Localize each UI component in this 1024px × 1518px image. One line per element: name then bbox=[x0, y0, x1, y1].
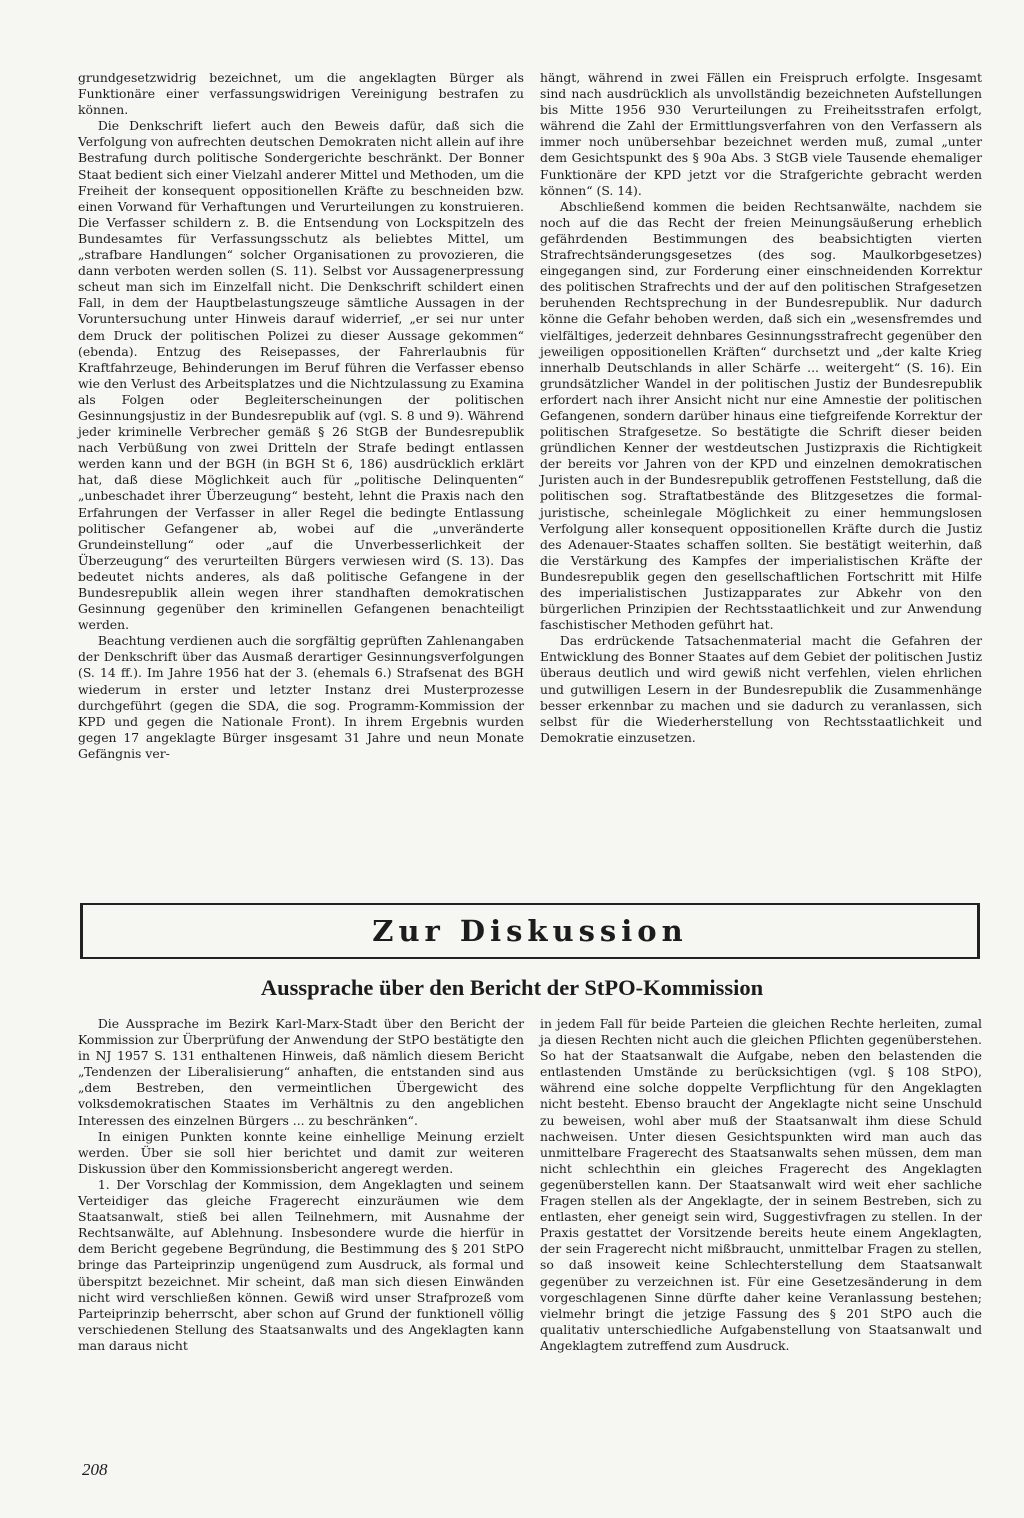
lower-right-column bbox=[540, 1016, 982, 1354]
paragraph: grundgesetzwidrig bezeichnet, um die angeklagten Bürger als Funktionäre einer verfassungswidrigen Vereinigung bestrafen zu können. bbox=[78, 70, 524, 118]
paragraph: in jedem Fall für beide Parteien die gleichen Rechte herleiten, zumal ja diesen Rechten nicht auch die gleichen Pflichten gegenüberstehen. So hat der Staatsanwalt die Aufgabe, neben den belastenden die entlastenden Umstände zu berücksichtigen (vgl. § 108 StPO), während eine solche doppelte Verpflichtung für den Angeklagten nicht besteht. Ebenso braucht der Angeklagte nicht seine Unschuld zu beweisen, wohl aber muß der Staatsanwalt ihm diese Schuld nachweisen. Unter diesen Gesichtspunkten wird man auch das unmittelbare Fragerecht des Staatsanwalts sehen müssen, dem man nicht schlechthin ein gleiches Fragerecht des Angeklagten gegenüberstellen kann. Der Staatsanwalt wird weit eher sachliche Fragen stellen als der Angeklagte, der in seinem Bestreben, sich zu entlasten, eher geneigt sein wird, Suggestivfragen zu stellen. In der Praxis gestattet der Vorsitzende bereits heute einem Angeklagten, der sein Fragerecht nicht mißbraucht, unmittelbar Fragen zu stellen, so daß insoweit keine Schlechterstellung dem Staatsanwalt gegenüber zu verzeichnen ist. Für eine Gesetzesänderung in dem vorgeschlagenen Sinne dürfte daher keine Veranlassung bestehen; vielmehr bringt die jetzige Fassung des § 201 StPO auch die qualitativ unterschiedliche Aufgabenstellung von Staatsanwalt und Angeklagtem zutreffend zum Ausdruck. bbox=[540, 1016, 982, 1353]
paragraph: hängt, während in zwei Fällen ein Freispruch erfolgte. Insgesamt sind nach ausdrücklich als unvollständig bezeichneten Aufstellungen bis Mitte 1956 930 Verurteilungen zu Freiheitsstrafen erfolgt, während die Zahl der Ermittlungsverfahren von den Verfassern als immer noch unübersehbar bezeichnet werden muß, zumal „unter dem Gesichtspunkt des § 90a Abs. 3 StGB viele Tausende ehemaliger Funktionäre der KPD jetzt vor die Strafgerichte gebracht werden können“ (S. 14). bbox=[540, 70, 982, 198]
paragraph: 1. Der Vorschlag der Kommission, dem Angeklagten und seinem Verteidiger das gleiche Fragerecht einzuräumen wie dem Staatsanwalt, stieß bei allen Teilnehmern, mit Ausnahme der Rechtsanwälte, auf Ablehnung. Insbesondere wurde die hierfür in dem Bericht gegebene Begründung, die Bestimmung des § 201 StPO bringe das Parteiprinzip ungenügend zum Ausdruck, als formal und überspitzt bezeichnet. Mir scheint, daß man sich diesen Einwänden nicht wird verschließen können. Gewiß wird unser Strafprozeß vom Parteiprinzip beherrscht, aber schon auf Grund der funktionell völlig verschiedenen Stellung des Staatsanwalts und des Angeklagten kann man daraus nicht bbox=[78, 1176, 524, 1353]
upper-right-column bbox=[540, 70, 982, 746]
page-number: 208 bbox=[82, 1460, 108, 1479]
upper-left-column bbox=[78, 70, 524, 762]
article-title: Aussprache über den Bericht der StPO-Kommission bbox=[260, 975, 764, 1000]
section-header-box bbox=[80, 903, 980, 959]
section-title: Zur Diskussion bbox=[372, 914, 688, 948]
paragraph: Das erdrückende Tatsachenmaterial macht die Gefahren der Entwicklung des Bonner Staates auf dem Gebiet der politischen Justiz überaus deutlich und wird gewiß nicht verfehlen, vielen ehrlichen und gutwilligen Lesern in der Bundesrepublik die Zusammenhänge besser erkennbar zu machen und sie dadurch zu veranlassen, sich selbst für die Wiederherstellung von Rechtsstaatlichkeit und Demokratie einzusetzen. bbox=[540, 633, 982, 745]
paragraph: Die Denkschrift liefert auch den Beweis dafür, daß sich die Verfolgung von aufrechten deutschen Demokraten nicht allein auf ihre Bestrafung durch politische Sondergerichte beschränkt. Der Bonner Staat bedient sich einer Vielzahl anderer Mittel und Methoden, um die Freiheit der konsequent oppositionellen Kräfte zu beschneiden bzw. einen Vorwand für Verhaftungen und Verurteilungen zu konstruieren. Die Verfasser schildern z. B. die Entsendung von Lockspitzeln des Bundesamtes für Verfassungsschutz als beliebtes Mittel, um „strafbare Handlungen“ solcher Organisationen zu provozieren, die dann verboten werden sollen (S. 11). Selbst vor Aussagenerpressung scheut man sich im Einzelfall nicht. Die Denkschrift schildert einen Fall, in dem der Hauptbelastungszeuge sämtliche Aussagen in der Voruntersuchung unter Hinweis darauf widerrief, „er sei nur unter dem Druck der politischen Polizei zu dieser Aussage gekommen“ (ebenda). Entzug des Reisepasses, der Fahrerlaubnis für Kraftfahrzeuge, Behinderungen im Beruf führen die Verfasser ebenso wie den Verlust des Arbeitsplatzes und die Nichtzulassung zu Examina als Folgen oder Begleiterscheinungen der politischen Gesinnungsjustiz in der Bundesrepublik auf (vgl. S. 8 und 9). Während jeder kriminelle Verbrecher gemäß § 26 StGB der Bundesrepublik nach Verbüßung von zwei Dritteln der Strafe bedingt entlassen werden kann und der BGH (in BGH St 6, 186) ausdrücklich erklärt hat, daß diese Möglichkeit auch für „politische Delinquenten“ „unbeschadet ihrer Überzeugung“ besteht, lehnt die Praxis nach den Erfahrungen der Verfasser in aller Regel die bedingte Entlassung politischer Gefangener ab, wobei auf die „unveränderte Grundeinstellung“ oder „auf die Unverbesserlichkeit der Überzeugung“ des verurteilten Bürgers verwiesen wird (S. 13). Das bedeutet nichts anderes, als daß politische Gefangene in der Bundesrepublik allein wegen ihrer standhaften demokratischen Gesinnung gegenüber den kriminellen Gefangenen benachteiligt werden. bbox=[78, 118, 524, 633]
paragraph: Beachtung verdienen auch die sorgfältig geprüften Zahlenangaben der Denkschrift über das Ausmaß derartiger Gesinnungsverfolgungen (S. 14 ff.). Im Jahre 1956 hat der 3. (ehemals 6.) Strafsenat des BGH wiederum in erster und letzter Instanz drei Musterprozesse durchgeführt (gegen die SDA, die sog. Programm-Kommission der KPD und gegen die Nationale Front). In ihrem Ergebnis wurden gegen 17 angeklagte Bürger insgesamt 31 Jahre und neun Monate Gefängnis ver- bbox=[78, 633, 524, 761]
paragraph: Abschließend kommen die beiden Rechtsanwälte, nachdem sie noch auf die das Recht der freien Meinungsäußerung erheblich gefährdenden Bestimmungen des beabsichtigten vierten Strafrechtsänderungsgesetzes (des sog. Maulkorbgesetzes) eingegangen sind, zur Forderung einer einschneidenden Korrektur des politischen Strafrechts und der auf den politischen Strafgesetzen beruhenden Rechtsprechung in der Bundesrepublik. Nur dadurch könne die Gefahr behoben werden, daß sich ein „wesensfremdes und vielfältiges, jederzeit dehnbares Gesinnungsstrafrecht gegenüber den jeweiligen oppositionellen Kräften“ durchsetzt und „der kalte Krieg innerhalb Deutschlands in aller Schärfe ... weitergeht“ (S. 16). Ein grundsätzlicher Wandel in der politischen Justiz der Bundesrepublik erfordert nach ihrer Ansicht nicht nur eine Amnestie der politischen Gefangenen, sondern darüber hinaus eine tiefgreifende Korrektur der politischen Strafgesetze. So bestätigte die Schrift dieser beiden gründlichen Kenner der westdeutschen Justizpraxis die Richtigkeit der bereits vor Jahren von der KPD und einzelnen demokratischen Juristen auch in der Bundesrepublik getroffenen Feststellung, daß die politischen sog. Straftatbestände des Blitzgesetzes die formal-juristische, scheinlegale Möglichkeit zu einer hemmungslosen Verfolgung aller konsequent oppositionellen Kräfte durch die Justiz des Adenauer-Staates schaffen sollten. Sie bestätigt weiterhin, daß die Verstärkung des Kampfes der imperialistischen Kräfte der Bundesrepublik gegen den gesellschaftlichen Fortschritt mit Hilfe des imperialistischen Justizapparates zur Abkehr von den bürgerlichen Prinzipien der Rechtsstaatlichkeit und zur Anwendung faschistischer Methoden geführt hat. bbox=[540, 198, 982, 633]
paragraph: In einigen Punkten konnte keine einhellige Meinung erzielt werden. Über sie soll hier berichtet und damit zur weiteren Diskussion über den Kommissionsbericht angeregt werden. bbox=[78, 1128, 524, 1176]
paragraph: Die Aussprache im Bezirk Karl-Marx-Stadt über den Bericht der Kommission zur Überprüfung der Anwendung der StPO bestätigte den in NJ 1957 S. 131 enthaltenen Hinweis, daß nämlich diesem Bericht „Tendenzen der Liberalisierung“ anhaften, die entstanden sind aus „dem Bestreben, den vermeintlichen Übergewicht des volksdemokratischen Staates im Verhältnis zu den angeblichen Interessen des einzelnen Bürgers ... zu beschränken“. bbox=[78, 1016, 524, 1128]
lower-left-column bbox=[78, 1016, 524, 1354]
